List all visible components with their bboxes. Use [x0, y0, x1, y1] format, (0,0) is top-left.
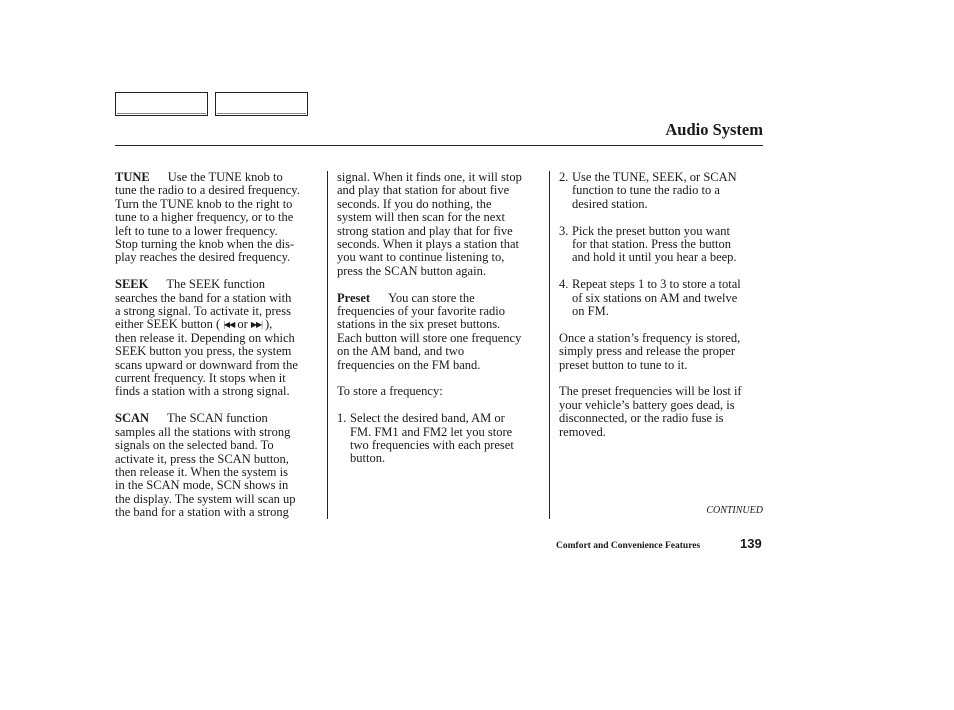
text-line: You can store the [388, 290, 475, 305]
skip-forward-icon: ▶▶| [250, 320, 262, 330]
text-line: on the AM band, and two [337, 344, 465, 359]
text-line: Once a station’s frequency is stored, [559, 330, 741, 345]
text-line: and hold it until you hear a beep. [572, 250, 737, 265]
column-3 [559, 171, 763, 452]
text-line: in the SCAN mode, SCN shows in [115, 478, 289, 493]
scan-paragraph [115, 412, 323, 519]
text-line: Stop turning the knob when the dis- [115, 237, 295, 252]
step-number: 4. [559, 277, 569, 292]
seek-keyword: SEEK [115, 277, 149, 292]
text-line: SEEK button you press, the system [115, 344, 292, 359]
step-1 [337, 412, 541, 466]
seek-paragraph [115, 278, 323, 399]
step-first-line [559, 278, 763, 291]
text-line: on FM. [572, 304, 609, 319]
text-line: searches the band for a station with [115, 290, 292, 305]
text-line: desired station. [572, 196, 648, 211]
seek-first-line [115, 278, 323, 291]
column-divider-2 [549, 171, 550, 519]
text-line: Repeat steps 1 to 3 to store a total [572, 277, 741, 292]
nav-tab-box-right[interactable] [215, 92, 308, 116]
store-intro [337, 385, 541, 398]
preset-first-line [337, 292, 541, 305]
text-segment: ), [261, 317, 273, 332]
text-line: seconds. If you do nothing, the [337, 196, 492, 211]
text-line: To store a frequency: [337, 384, 443, 399]
text-line: tune to a higher frequency, or to the [115, 210, 294, 225]
text-line: finds a station with a strong signal. [115, 384, 290, 399]
text-segment: either SEEK button ( [115, 317, 224, 332]
text-line: the display. The system will scan up [115, 491, 296, 506]
step-3 [559, 225, 763, 265]
header-rule [115, 145, 763, 146]
step-number: 2. [559, 170, 569, 184]
text-line: signal. When it finds one, it will stop [337, 170, 522, 184]
text-line: two frequencies with each preset [350, 438, 514, 453]
text-line: strong station and play that for five [337, 223, 513, 238]
text-line: your vehicle’s battery goes dead, is [559, 397, 735, 412]
text-segment: or [234, 317, 251, 332]
text-line: function to tune the radio to a [572, 183, 720, 198]
text-line: system will then scan for the next [337, 210, 506, 225]
step-2 [559, 171, 763, 211]
text-line: then release it. Depending on which [115, 330, 295, 345]
text-line: play reaches the desired frequency. [115, 250, 291, 265]
text-line: The SCAN function [167, 411, 268, 426]
footer-section-title: Comfort and Convenience Features [556, 541, 701, 551]
column-1 [115, 171, 323, 533]
text-line: Select the desired band, AM or [350, 411, 505, 426]
text-line: for that station. Press the button [572, 237, 732, 252]
text-line: tune the radio to a desired frequency. [115, 183, 300, 198]
preset-keyword: Preset [337, 290, 371, 305]
text-line: a strong signal. To activate it, press [115, 304, 291, 319]
text-line: of six stations on AM and twelve [572, 290, 738, 305]
text-line: removed. [559, 424, 606, 439]
lost-paragraph [559, 385, 763, 439]
scan-keyword: SCAN [115, 411, 150, 426]
text-line: Pick the preset button you want [572, 223, 730, 238]
text-line: The preset frequencies will be lost if [559, 384, 742, 399]
text-line: frequencies on the FM band. [337, 357, 481, 372]
text-line: you want to continue listening to, [337, 250, 505, 265]
text-line: then release it. When the system is [115, 464, 288, 479]
text-line: activate it, press the SCAN button, [115, 451, 289, 466]
column-2 [337, 171, 541, 479]
text-line: disconnected, or the radio fuse is [559, 411, 724, 426]
text-line: press the SCAN button again. [337, 263, 486, 278]
text-line: left to tune to a lower frequency. [115, 223, 278, 238]
text-line: signals on the selected band. To [115, 438, 274, 453]
text-line: Each button will store one frequency [337, 330, 522, 345]
skip-back-icon: |◀◀ [223, 320, 235, 330]
text-line: current frequency. It stops when it [115, 371, 286, 386]
tune-first-line [115, 171, 323, 184]
step-4 [559, 278, 763, 318]
text-line: FM. FM1 and FM2 let you store [350, 424, 513, 439]
text-line: frequencies of your favorite radio [337, 304, 505, 319]
text-line: Use the TUNE, SEEK, or SCAN [572, 170, 737, 184]
tune-paragraph [115, 171, 323, 265]
step-first-line [337, 412, 541, 425]
text-line: simply press and release the proper [559, 344, 735, 359]
seek-button-line [115, 318, 323, 331]
step-number: 3. [559, 223, 569, 238]
text-line: button. [350, 451, 386, 466]
stored-paragraph [559, 332, 763, 372]
text-line: seconds. When it plays a station that [337, 237, 520, 252]
step-first-line [559, 225, 763, 238]
text-line: preset button to tune to it. [559, 357, 688, 372]
text-line: scans upward or downward from the [115, 357, 298, 372]
scan-continued-paragraph [337, 171, 541, 278]
text-line: stations in the six preset buttons. [337, 317, 501, 332]
text-line: samples all the stations with strong [115, 424, 291, 439]
text-line: Use the TUNE knob to [167, 170, 283, 184]
step-first-line [559, 171, 763, 184]
continued-label: CONTINUED [706, 505, 763, 516]
text-line: Turn the TUNE knob to the right to [115, 196, 293, 211]
preset-paragraph [337, 292, 541, 372]
nav-tab-box-left[interactable] [115, 92, 208, 116]
text-line: the band for a station with a strong [115, 505, 289, 520]
text-line: The SEEK function [166, 277, 265, 292]
step-number: 1. [337, 411, 347, 426]
scan-first-line [115, 412, 323, 425]
tune-keyword: TUNE [115, 170, 150, 184]
page-title: Audio System [665, 120, 763, 139]
page-number: 139 [740, 536, 762, 551]
text-line: and play that station for about five [337, 183, 510, 198]
column-divider-1 [327, 171, 328, 519]
